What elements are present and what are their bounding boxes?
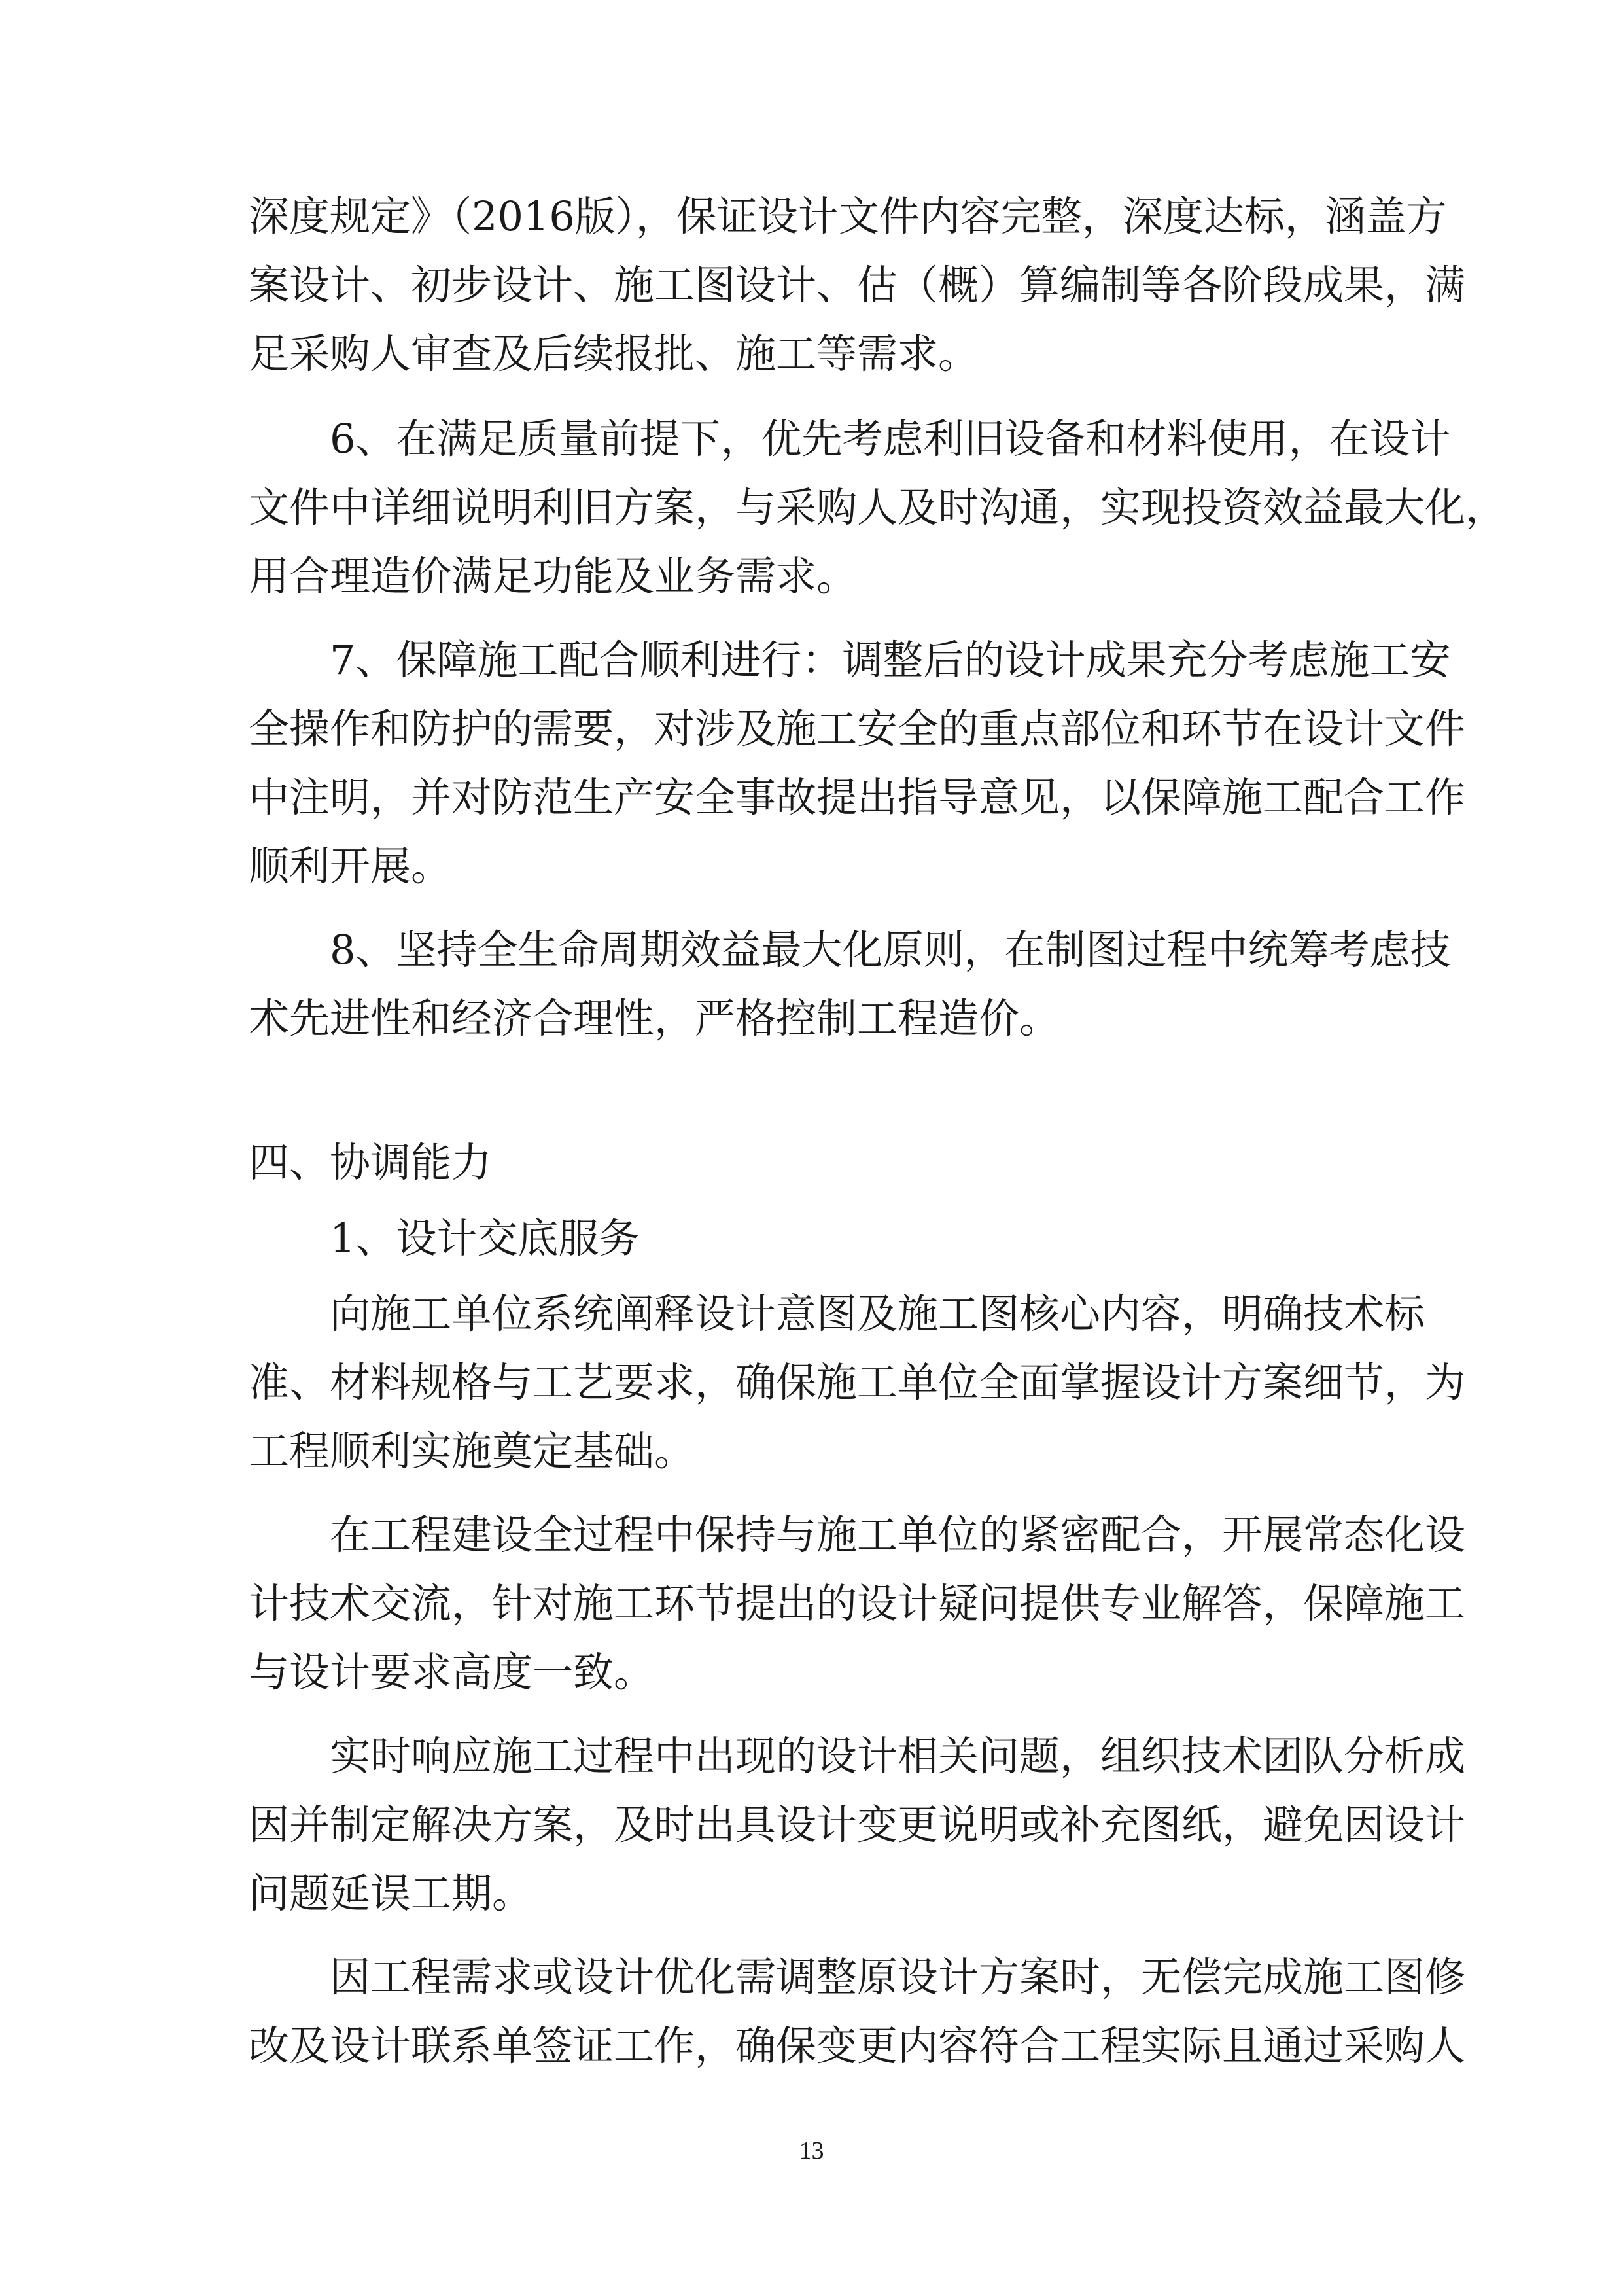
text-line: 文件中详细说明利旧方案，与采购人及时沟通，实现投资效益最大化， (249, 484, 1507, 531)
text-line: 7、保障施工配合顺利进行：调整后的设计成果充分考虑施工安 (249, 636, 1451, 684)
page-number: 13 (799, 2137, 824, 2164)
text-line: 中注明，并对防范生产安全事故提出指导意见，以保障施工配合工作 (249, 773, 1466, 821)
text-line: 准、材料规格与工艺要求，确保施工单位全面掌握设计方案细节，为 (249, 1358, 1466, 1406)
text-line: 术先进性和经济合理性，严格控制工程造价。 (249, 995, 1060, 1042)
text-line: 在工程建设全过程中保持与施工单位的紧密配合，开展常态化设 (249, 1511, 1466, 1559)
text-line: 改及设计联系单签证工作，确保变更内容符合工程实际且通过采购人 (249, 2022, 1466, 2070)
section-heading: 四、协调能力 (249, 1139, 493, 1186)
text-line: 6、在满足质量前提下，优先考虑利旧设备和材料使用，在设计 (249, 415, 1451, 463)
text-line: 足采购人审查及后续报批、施工等需求。 (249, 330, 979, 378)
text-line: 8、坚持全生命周期效益最大化原则，在制图过程中统筹考虑技 (249, 926, 1451, 974)
text-line: 因并制定解决方案，及时出具设计变更说明或补充图纸，避免因设计 (249, 1801, 1466, 1848)
text-line: 深度规定》（2016版），保证设计文件内容完整，深度达标，涵盖方 (249, 192, 1447, 240)
text-line: 向施工单位系统阐释设计意图及施工图核心内容，明确技术标 (249, 1290, 1425, 1337)
text-line: 计技术交流，针对施工环节提出的设计疑问提供专业解答，保障施工 (249, 1580, 1466, 1627)
text-line: 因工程需求或设计优化需调整原设计方案时，无偿完成施工图修 (249, 1953, 1466, 2001)
text-line: 工程顺利实施奠定基础。 (249, 1427, 695, 1475)
text-line: 用合理造价满足功能及业务需求。 (249, 552, 858, 600)
text-line: 实时响应施工过程中出现的设计相关问题，组织技术团队分析成 (249, 1732, 1466, 1780)
subsection-heading: 1、设计交底服务 (249, 1214, 640, 1262)
text-line: 与设计要求高度一致。 (249, 1648, 655, 1696)
text-line: 案设计、初步设计、施工图设计、估（概）算编制等各阶段成果，满 (249, 261, 1466, 309)
text-line: 顺利开展。 (249, 842, 452, 890)
text-line: 全操作和防护的需要，对涉及施工安全的重点部位和环节在设计文件 (249, 705, 1466, 752)
text-line: 问题延误工期。 (249, 1869, 533, 1917)
